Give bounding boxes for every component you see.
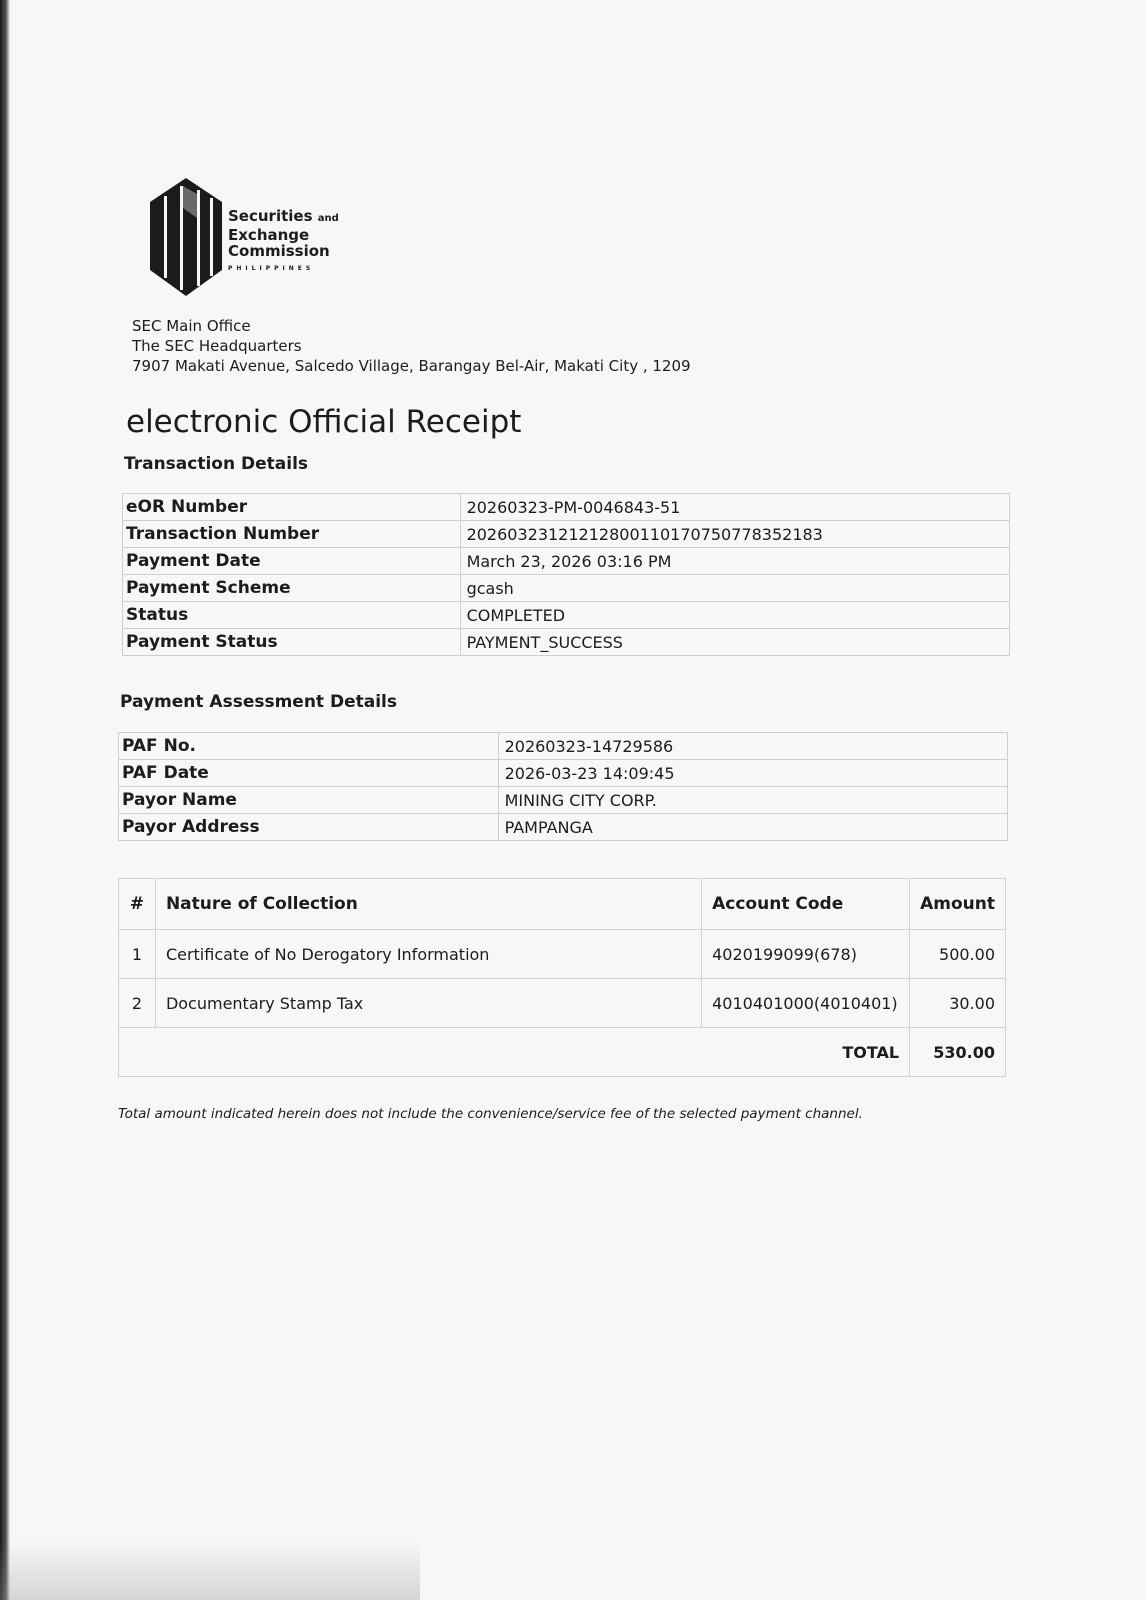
status-label: Status	[123, 602, 461, 629]
page-edge	[0, 0, 10, 1600]
payment-date-value: March 23, 2026 03:16 PM	[460, 548, 1009, 575]
table-row	[123, 629, 1010, 656]
transaction-number-value: 20260323121212800110170750778352183	[460, 521, 1009, 548]
payment-scheme-label: Payment Scheme	[123, 575, 461, 602]
item-amount: 30.00	[910, 979, 1006, 1028]
collection-table	[118, 878, 1006, 1077]
table-row	[119, 979, 1006, 1028]
payment-status-value: PAYMENT_SUCCESS	[460, 629, 1009, 656]
logo-line-2: Exchange	[228, 226, 310, 244]
table-row	[123, 575, 1010, 602]
paf-no-value: 20260323-14729586	[498, 733, 1007, 760]
paf-date-label: PAF Date	[119, 760, 499, 787]
transaction-number-label: Transaction Number	[123, 521, 461, 548]
table-row	[123, 521, 1010, 548]
table-row	[119, 787, 1008, 814]
office-address: 7907 Makati Avenue, Salcedo Village, Barangay Bel-Air, Makati City , 1209	[132, 357, 691, 375]
convenience-fee-note: Total amount indicated herein does not include the convenience/service fee of the selected payment channel.	[118, 1106, 863, 1122]
table-row	[123, 494, 1010, 521]
payor-name-label: Payor Name	[119, 787, 499, 814]
logo-line-1-small: and	[317, 213, 339, 224]
item-nature: Documentary Stamp Tax	[155, 979, 701, 1028]
sec-logo	[150, 178, 350, 298]
eor-number-value: 20260323-PM-0046843-51	[460, 494, 1009, 521]
payment-assessment-table	[118, 732, 1008, 841]
payor-address-value: PAMPANGA	[498, 814, 1007, 841]
status-value: COMPLETED	[460, 602, 1009, 629]
total-row	[119, 1028, 1006, 1077]
total-label: TOTAL	[119, 1028, 910, 1077]
col-header-account: Account Code	[702, 879, 910, 930]
col-header-amount: Amount	[910, 879, 1006, 930]
payor-address-label: Payor Address	[119, 814, 499, 841]
item-account-code: 4010401000(4010401)	[702, 979, 910, 1028]
table-row	[119, 733, 1008, 760]
transaction-details-heading: Transaction Details	[124, 454, 309, 474]
table-row	[119, 760, 1008, 787]
payment-date-label: Payment Date	[123, 548, 461, 575]
item-account-code: 4020199099(678)	[702, 930, 910, 979]
total-amount: 530.00	[910, 1028, 1006, 1077]
item-num: 1	[119, 930, 156, 979]
table-row	[123, 548, 1010, 575]
table-row	[119, 930, 1006, 979]
office-name: SEC Main Office	[132, 317, 251, 335]
logo-line-3: Commission	[228, 242, 330, 260]
paf-no-label: PAF No.	[119, 733, 499, 760]
table-row	[123, 602, 1010, 629]
item-nature: Certificate of No Derogatory Information	[155, 930, 701, 979]
eor-number-label: eOR Number	[123, 494, 461, 521]
sec-logo-icon	[150, 178, 222, 298]
payor-name-value: MINING CITY CORP.	[498, 787, 1007, 814]
logo-line-1: Securities	[228, 207, 313, 225]
office-address-block	[132, 316, 691, 376]
payment-assessment-heading: Payment Assessment Details	[120, 692, 397, 712]
table-row	[119, 814, 1008, 841]
payment-status-label: Payment Status	[123, 629, 461, 656]
payment-scheme-value: gcash	[460, 575, 1009, 602]
collection-header-row	[119, 879, 1006, 930]
item-amount: 500.00	[910, 930, 1006, 979]
col-header-num: #	[119, 879, 156, 930]
col-header-nature: Nature of Collection	[155, 879, 701, 930]
transaction-details-table	[122, 493, 1010, 656]
item-num: 2	[119, 979, 156, 1028]
logo-line-4: PHILIPPINES	[228, 265, 315, 272]
office-building: The SEC Headquarters	[132, 337, 302, 355]
paf-date-value: 2026-03-23 14:09:45	[498, 760, 1007, 787]
page-shadow	[0, 1540, 420, 1600]
receipt-title: electronic Official Receipt	[126, 404, 522, 440]
sec-logo-wordmark	[228, 208, 339, 277]
